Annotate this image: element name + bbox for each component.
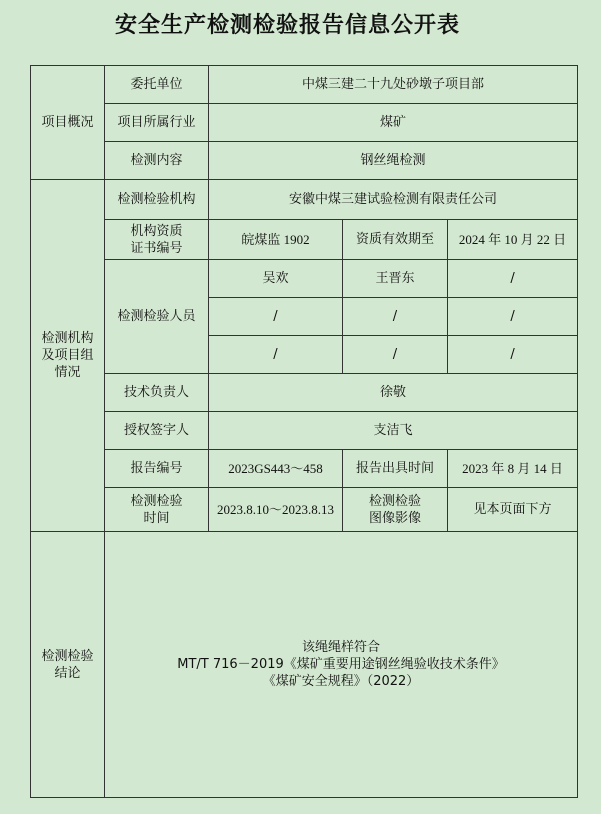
time-value: 2023.8.10～2023.8.13 — [209, 488, 343, 532]
conclusion-label-line1: 检测检验 — [41, 648, 94, 664]
conclusion-label-line2: 结论 — [54, 665, 81, 681]
personnel-cell: / — [343, 298, 448, 336]
section-org-label-line2: 及项目组 — [41, 348, 94, 363]
section-org-label — [31, 180, 105, 532]
signer-value: 支洁飞 — [209, 412, 578, 450]
section-conclusion-label — [31, 532, 105, 798]
image-value: 见本页面下方 — [448, 488, 578, 532]
time-label-line1: 检测检验 — [130, 493, 183, 509]
personnel-cell: 吴欢 — [209, 260, 343, 298]
client-label: 委托单位 — [105, 66, 209, 104]
cert-label-line2: 证书编号 — [130, 240, 183, 256]
time-label-line2: 时间 — [143, 510, 170, 526]
industry-label: 项目所属行业 — [105, 104, 209, 142]
time-label — [105, 488, 209, 532]
agency-label: 检测检验机构 — [105, 180, 209, 220]
conclusion-line1: 该绳绳样符合 — [302, 640, 381, 655]
cert-label-line1: 机构资质 — [130, 223, 183, 239]
report-date-label: 报告出具时间 — [343, 450, 448, 488]
conclusion-line3: 《煤矿安全规程》（2022） — [262, 674, 420, 689]
report-no-value: 2023GS443～458 — [209, 450, 343, 488]
personnel-cell: 王晋东 — [343, 260, 448, 298]
cert-label — [105, 220, 209, 260]
personnel-cell: / — [448, 336, 578, 374]
section-overview-label: 项目概况 — [31, 66, 105, 180]
content-value: 钢丝绳检测 — [209, 142, 578, 180]
tech-label: 技术负责人 — [105, 374, 209, 412]
section-org-label-line3: 情况 — [54, 365, 81, 380]
agency-value: 安徽中煤三建试验检测有限责任公司 — [209, 180, 578, 220]
signer-label: 授权签字人 — [105, 412, 209, 450]
image-label-line2: 图像影像 — [368, 510, 421, 526]
content-label: 检测内容 — [105, 142, 209, 180]
conclusion-body — [105, 532, 578, 798]
report-date-value: 2023 年 8 月 14 日 — [448, 450, 578, 488]
cert-value: 皖煤监 1902 — [209, 220, 343, 260]
personnel-cell: / — [448, 260, 578, 298]
personnel-cell: / — [209, 336, 343, 374]
personnel-cell: / — [448, 298, 578, 336]
personnel-cell: / — [209, 298, 343, 336]
validity-label: 资质有效期至 — [343, 220, 448, 260]
image-label-line1: 检测检验 — [368, 493, 421, 509]
tech-value: 徐敬 — [209, 374, 578, 412]
validity-value: 2024 年 10 月 22 日 — [448, 220, 578, 260]
industry-value: 煤矿 — [209, 104, 578, 142]
personnel-label: 检测检验人员 — [105, 260, 209, 374]
image-label — [343, 488, 448, 532]
page-title: 安全生产检测检验报告信息公开表 — [114, 12, 460, 38]
conclusion-line2: MT/T 716－2019《煤矿重要用途钢丝绳验收技术条件》 — [177, 657, 505, 672]
personnel-cell: / — [343, 336, 448, 374]
report-table — [30, 65, 578, 798]
client-value: 中煤三建二十九处砂墩子项目部 — [209, 66, 578, 104]
report-no-label: 报告编号 — [105, 450, 209, 488]
section-org-label-line1: 检测机构 — [41, 331, 94, 346]
